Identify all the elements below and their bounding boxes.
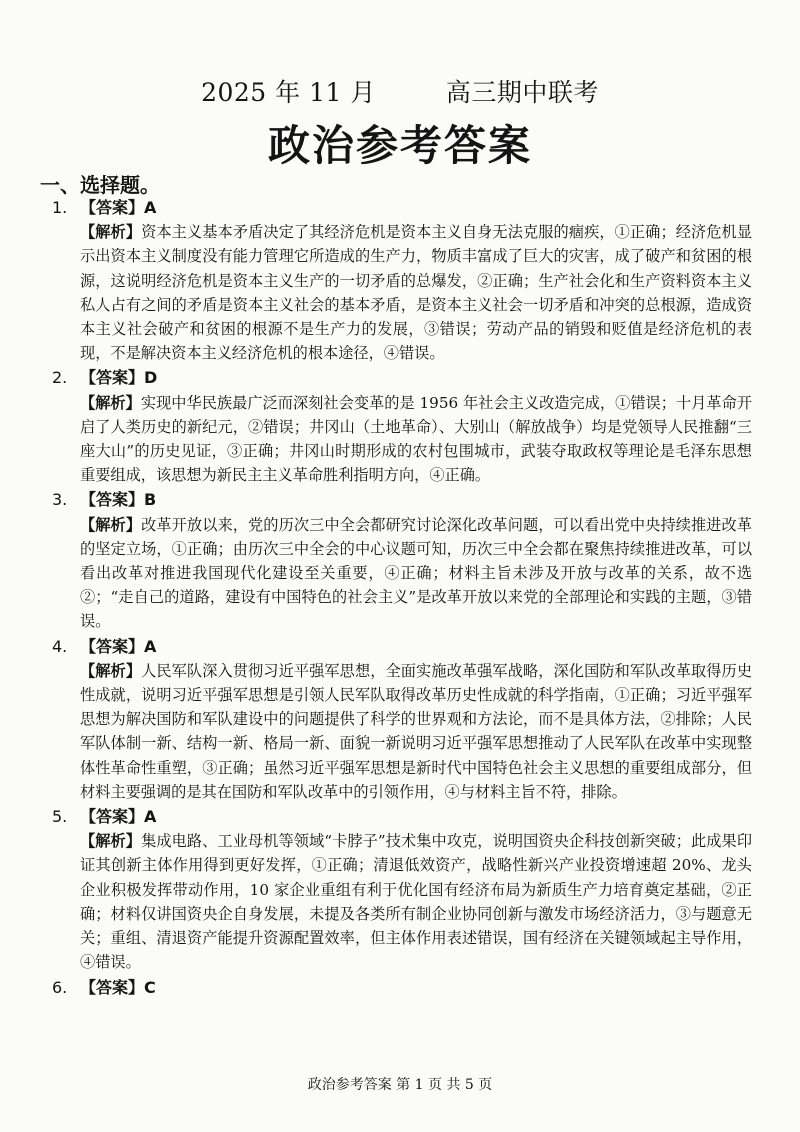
question-number: 6. [52,977,68,997]
question-5 [52,805,752,974]
analysis-text: 改革开放以来，党的历次三中全会都研究讨论深化改革问题，可以看出党中央持续推进改革的坚定立场，①正确；由历次三中全会的中心议题可知，历次三中全会都在聚焦持续推进改革，可以看出改革对推进我国现代化建设至关重要，④正确；材料主旨未涉及开放与改革的关系，故不选②；“走自己的道路，建设有中国特色的社会主义”是改革开放以来党的全部理论和实践的主题，③错误。 [80,515,753,631]
exam-date: 2025 年 11 月 [201,78,376,107]
analysis-tag: 【解析】 [80,515,142,534]
analysis-text: 实现中华民族最广泛而深刻社会变革的是 1956 年社会主义改造完成，①错误；十月革命开启了人类历史的新纪元，②错误；井冈山（土地革命）、大别山（解放战争）均是党领导人民推翻“三座大山”的历史见证，③正确；井冈山时期形成的农村包围城市，武装夺取政权等理论是毛泽东思想重要组成，该思想为新民主主义革命胜利指明方向，④正确。 [80,393,753,485]
answer-label: 【答案】A [80,198,157,217]
question-answer-line [52,805,752,829]
question-number: 2. [52,368,68,388]
question-6 [52,976,752,1000]
analysis-paragraph [52,659,752,804]
analysis-tag: 【解析】 [80,393,141,412]
question-answer-line [52,366,752,390]
page-footer: 政治参考答案 第 1 页 共 5 页 [307,1077,493,1093]
analysis-paragraph [52,829,752,974]
analysis-paragraph [52,391,752,488]
question-1 [52,196,752,365]
question-2 [52,366,752,487]
question-answer-line [52,196,752,220]
question-3 [52,488,752,633]
answer-list [52,195,752,1000]
question-number: 3. [52,490,68,510]
question-4 [52,635,752,804]
answer-label: 【答案】B [80,490,157,510]
answer-label: 【答案】A [80,807,157,827]
question-number: 5. [52,807,68,827]
answer-label: 【答案】D [80,368,158,388]
section-heading: 一、选择题。 [40,173,160,197]
question-number: 4. [52,636,68,656]
question-answer-line [52,488,752,512]
analysis-paragraph [52,220,752,365]
analysis-tag: 【解析】 [80,223,142,242]
analysis-tag: 【解析】 [80,661,142,680]
exam-name: 高三期中联考 [445,78,599,107]
question-number: 1. [52,198,68,217]
analysis-text: 资本主义基本矛盾决定了其经济危机是资本主义自身无法克服的痼疾，①正确；经济危机显示出资本主义制度没有能力管理它所造成的生产力，物质丰富成了巨大的灾害，成了破产和贫困的根源，这说明经济危机是资本主义生产的一切矛盾的总爆发，②正确；生产社会化和生产资料资本主义私人占有之间的矛盾是资本主义社会的基本矛盾，是资本主义社会一切矛盾和冲突的总根源，造成资本主义社会破产和贫困的根源不是生产力的发展，③错误；劳动产品的销毁和贬值是经济危机的表现，不是解决资本主义经济危机的根本途径，④错误。 [80,223,753,363]
page-title: 政治参考答案 [267,121,532,170]
analysis-text: 人民军队深入贯彻习近平强军思想，全面实施改革强军战略，深化国防和军队改革取得历史性成就，说明习近平强军思想是引领人民军队取得改革历史性成就的科学指南，①正确；习近平强军思想为解决国防和军队建设中的问题提供了科学的世界观和方法论，而不是具体方法，②排除；人民军队体制一新、结构一新、格局一新、面貌一新说明习近平强军思想推动了人民军队在改革中实现整体性革命性重塑，③正确；虽然习近平强军思想是新时代中国特色社会主义思想的重要组成部分，但材料主要强调的是其在国防和军队改革中的引领作用，④与材料主旨不符，排除。 [80,661,753,801]
analysis-tag: 【解析】 [80,832,142,851]
analysis-paragraph [52,513,752,634]
exam-header [0,73,800,109]
answer-label: 【答案】C [80,977,156,997]
analysis-text: 集成电路、工业母机等领域“卡脖子”技术集中攻克，说明国资央企科技创新突破；此成果印证其创新主体作用得到更好发挥，①正确；清退低效资产，战略性新兴产业投资增速超 20%、龙头企业积极发挥带动作用，10 家企业重组有利于优化国有经济布局为新质生产力培育奠定基础，②正确；材料仅讲国资央企自身发展，未提及各类所有制企业协同创新与激发市场经济活力，③与题意无关；重组、清退资产能提升资源配置效率，但主体作用表述错误，国有经济在关键领域起主导作用，④错误。 [80,832,753,972]
question-answer-line [52,976,752,1000]
answer-label: 【答案】A [80,636,157,656]
question-answer-line [52,635,752,659]
